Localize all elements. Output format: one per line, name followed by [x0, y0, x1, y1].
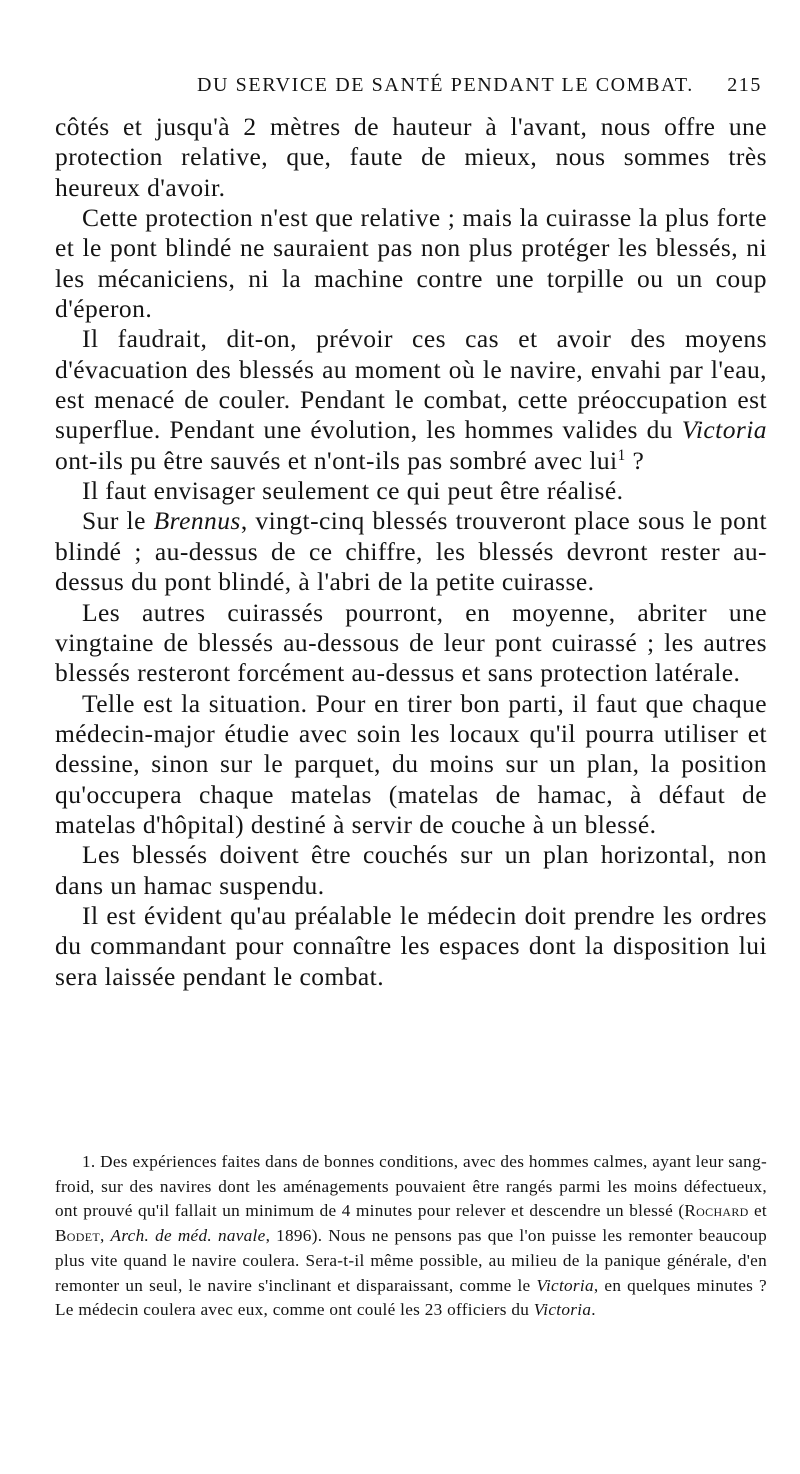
paragraph-4: Il faut envisager seulement ce qui peut être réalisé. — [82, 476, 624, 506]
footnote-section — [55, 1150, 767, 1323]
footnote-ship-victoria-1: Victoria — [536, 1275, 594, 1295]
paragraph-3 — [55, 324, 767, 476]
running-title: DU SERVICE DE SANTÉ PENDANT LE COMBAT. — [197, 74, 694, 96]
paragraph-6: Les autres cuirassés pourront, en moyenne, abriter une vingtaine de blessés au-dessous de leur pont cuirassé ; les autres blessés resteront forcément au-dessus et sans protection latérale. — [55, 597, 767, 688]
paragraph-7: Telle est la situation. Pour en tirer bon parti, il faut que chaque médecin-major étudie avec soin les locaux qu'il pourra utiliser et dessine, sinon sur le parquet, du moins sur un plan, la position qu'occupera chaque matelas (matelas de hamac, à défaut de matelas d'hôpital) destiné à servir de couche à un blessé. — [55, 688, 767, 839]
author-rochard: Rochard — [684, 1201, 749, 1221]
paragraph-3-text-b: ont-ils pu être sauvés et n'ont-ils pas sombré avec lui — [55, 445, 618, 475]
footnote-text-b: et — [748, 1201, 767, 1221]
footnote-number: 1. — [82, 1152, 96, 1171]
paragraph-1: côtés et jusqu'à 2 mètres de hauteur à l'avant, nous offre une protection relative, que, faute de mieux, nous sommes très heureux d'avoir. — [55, 112, 767, 202]
running-header — [55, 74, 762, 104]
footnote-text-f: . — [591, 1300, 596, 1320]
footnote-reference: 1 — [617, 446, 626, 464]
paragraph-2: Cette protection n'est que relative ; mais la cuirasse la plus forte et le pont blindé ne sauraient pas non plus protéger les blessés, ni les mécaniciens, ni la machine contre une torpille ou un coup d'éperon. — [55, 203, 767, 324]
main-text — [55, 112, 767, 992]
paragraph-5-text-b: , vingt-cinq blessés trouveront place sous le pont blindé ; au-dessus de ce chiffre, les blessés devront rester au-dessus du pont blindé, à l'abri de la petite cuirasse. — [55, 506, 768, 597]
author-bodet: Bodet — [55, 1226, 100, 1246]
footnote-text-a: Des expériences faites dans de bonnes conditions, avec des hommes calmes, ayant leur sang-froid, sur des navires dont les aménagements pouvaient être rangés parmi les moins défectueux, ont prouvé qu'il fallait un minimum de 4 minutes pour relever et descendre un blessé ( — [55, 1152, 767, 1221]
paragraph-5 — [55, 506, 767, 597]
footnote-text-e: , en quelques minutes ? Le médecin coulera avec eux, comme ont coulé les 23 officiers du — [55, 1275, 767, 1320]
ship-name-victoria: Victoria — [681, 415, 767, 445]
footnote-text-d: , 1896). Nous ne pensons pas que l'on puisse les remonter beaucoup plus vite quand le navire coulera. Sera-t-il même possible, au milieu de la panique générale, d'en remonter un seul, le navire s'inclinant et disparaissant, comme le — [55, 1226, 767, 1295]
footnote-ship-victoria-2: Victoria — [533, 1300, 592, 1320]
journal-title: Arch. de méd. navale — [110, 1226, 266, 1246]
footnote-1 — [55, 1150, 767, 1323]
page-number: 215 — [727, 74, 762, 96]
paragraph-3-text-c: ? — [625, 445, 645, 475]
ship-name-brennus: Brennus — [153, 506, 241, 536]
footnote-text-c: , — [99, 1226, 111, 1246]
paragraph-8: Les blessés doivent être couchés sur un plan horizontal, non dans un hamac suspendu. — [55, 840, 767, 900]
paragraph-5-text-a: Sur le — [82, 506, 154, 536]
paragraph-3-text-a: Il faudrait, dit-on, prévoir ces cas et avoir des moyens d'évacuation des blessés au moment où le navire, envahi par l'eau, est menacé de couler. Pendant le combat, cette préoccupation est superflue. Pendant une évolution, les hommes valides du — [55, 324, 767, 445]
paragraph-9: Il est évident qu'au préalable le médecin doit prendre les ordres du commandant pour connaître les espaces dont la disposition lui sera laissée pendant le combat. — [55, 900, 767, 991]
